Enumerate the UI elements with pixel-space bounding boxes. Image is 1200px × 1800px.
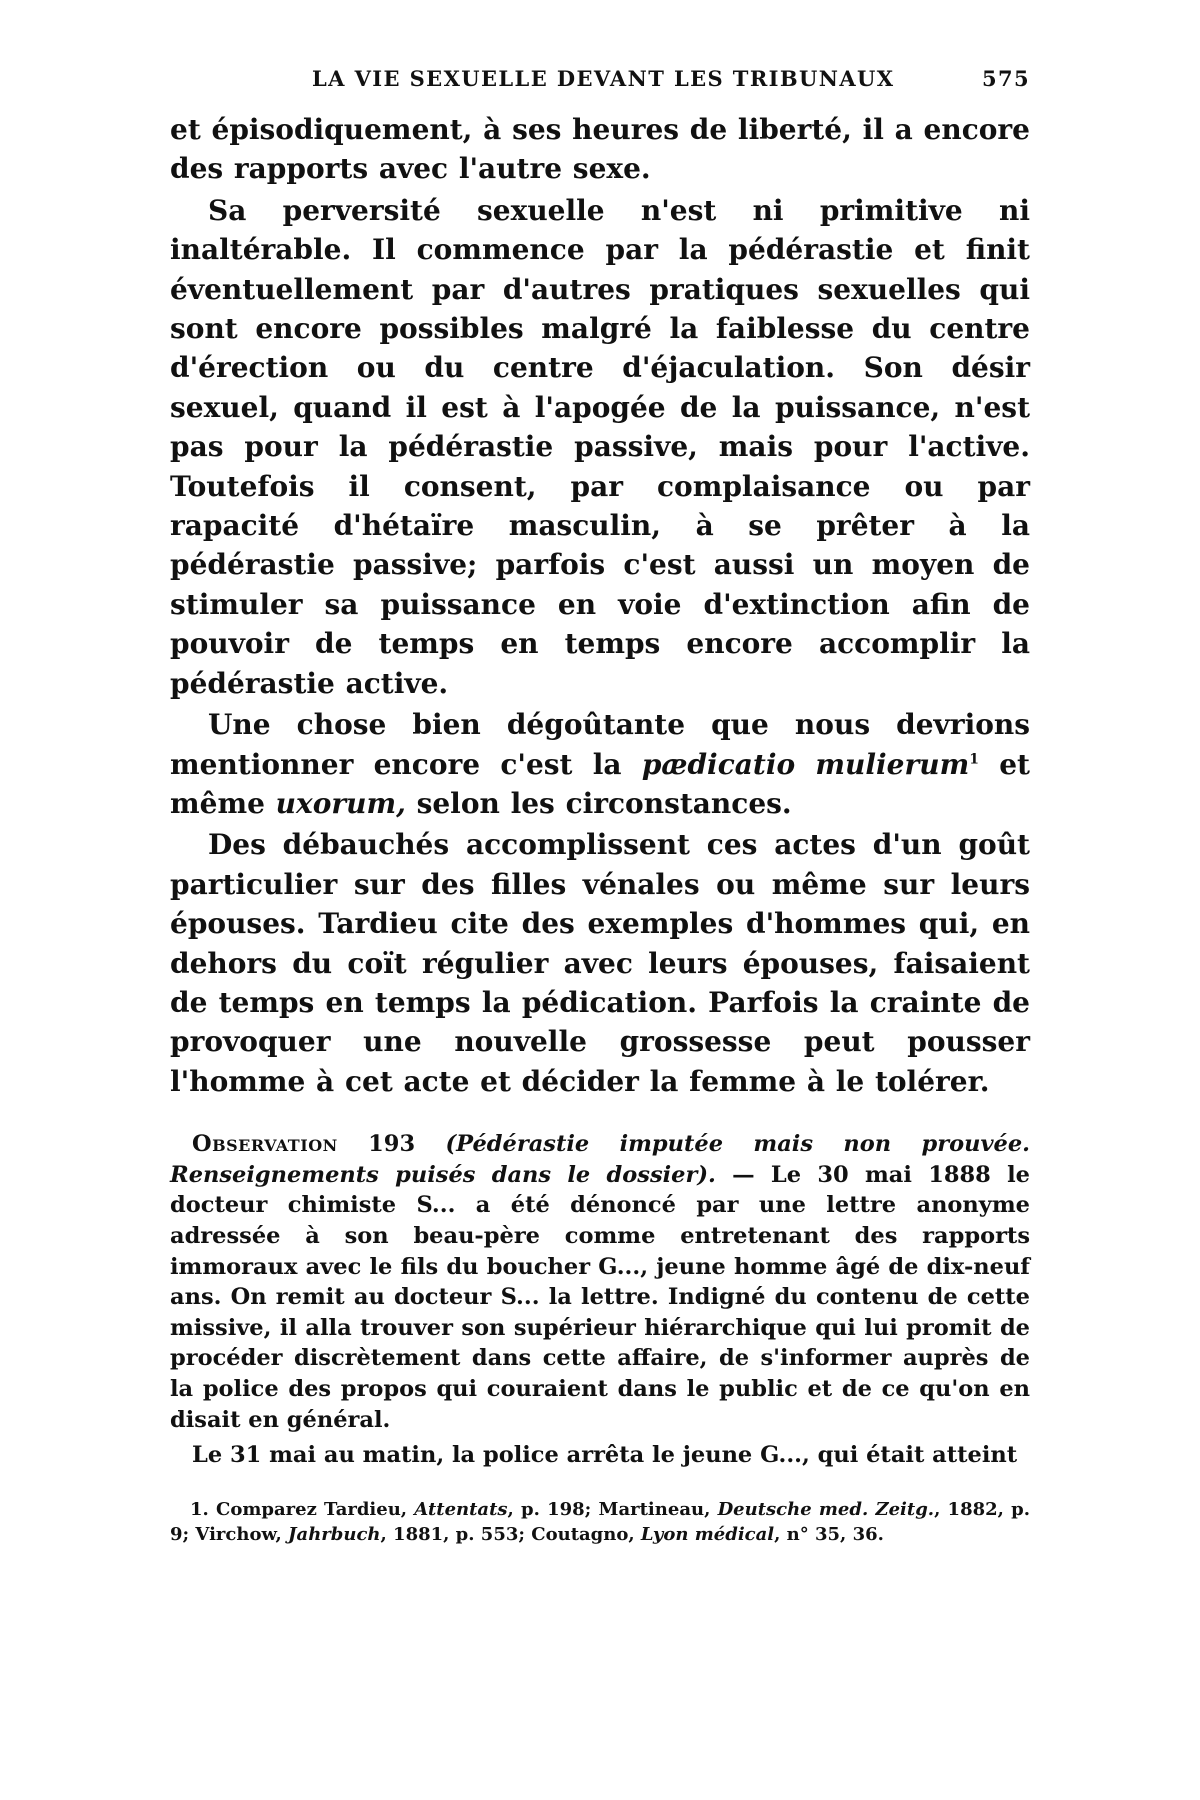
running-head — [170, 66, 1030, 110]
paragraph-text: et même — [170, 747, 1030, 820]
paragraph-continuation: et épisodiquement, à ses heures de liberté, il a encore des rapports avec l'autre sexe. — [170, 113, 1030, 186]
observation-paragraph — [170, 1129, 1030, 1435]
paragraph-text: Une chose bien dégoûtante que nous devrions mentionner encore c'est la — [170, 708, 1030, 781]
main-text — [170, 110, 1030, 1101]
observation-block — [170, 1129, 1030, 1471]
work-title: Jahrbuch — [288, 1523, 381, 1545]
footnote-text: , n° 35, 36. — [774, 1523, 884, 1545]
work-title: Deutsche med. Zeitg. — [717, 1498, 935, 1520]
paragraph-debauches: Des débauchés accomplissent ces actes d'un goût particulier sur des filles vénales ou même sur leurs épouses. Tardieu cite des exemples d'hommes qui, en dehors du coït régulier avec leurs épouses, faisaient de temps en temps la pédication. Parfois la crainte de provoquer une nouvelle grossesse peut pousser l'homme à cet acte et décider la femme à le tolérer. — [170, 828, 1030, 1098]
footnote-text: , p. 198; Martineau, — [507, 1498, 718, 1520]
page-number: 575 — [981, 66, 1030, 91]
paragraph-text: selon les circonstances. — [405, 786, 792, 820]
work-title: Attentats — [414, 1498, 508, 1520]
footnote-reference: 1 — [969, 751, 979, 768]
observation-title: (Pédérastie imputée mais non prouvée. Renseignements puisés dans le dossier). — [170, 1131, 1030, 1188]
latin-phrase: pædicatio mulierum — [641, 747, 970, 781]
observation-continuation: Le 31 mai au matin, la police arrêta le jeune G..., qui était atteint — [192, 1442, 1018, 1469]
footnote — [170, 1497, 1030, 1547]
footnote-marker: 1. — [190, 1498, 209, 1520]
work-title: Lyon médical — [640, 1523, 775, 1545]
latin-phrase: uxorum, — [275, 786, 406, 820]
running-title: LA VIE SEXUELLE DEVANT LES TRIBUNAUX — [312, 66, 895, 91]
paragraph-perversity: Sa perversité sexuelle n'est ni primitive ni inaltérable. Il commence par la pédérastie et finit éventuellement par d'autres pratiques sexuelles qui sont encore possibles malgré la faiblesse du centre d'érection ou du centre d'éjaculation. Son désir sexuel, quand il est à l'apogée de la puissance, n'est pas pour la pédérastie passive, mais pour l'active. Toutefois il consent, par complaisance ou par rapacité d'hétaïre masculin, à se prêter à la pédérastie passive; parfois c'est aussi un moyen de stimuler sa puissance en voie d'extinction afin de pouvoir de temps en temps encore accomplir la pédérastie active. — [170, 193, 1030, 700]
observation-text: — Le 30 mai 1888 le docteur chimiste S... a été dénoncé par une lettre anonyme adressée à son beau-père comme entretenant des rapports immoraux avec le fils du boucher G..., jeune homme âgé de dix-neuf ans. On remit au docteur S... la lettre. Indigné du contenu de cette missive, il alla trouver son supérieur hiérarchique qui lui promit de procéder discrètement dans cette affaire, de s'informer auprès de la police des propos qui couraient dans le public et de ce qu'on en disait en général. — [170, 1161, 1030, 1433]
footnote-text: , 1881, p. 553; Coutagno, — [380, 1523, 641, 1545]
book-page — [170, 66, 1030, 1766]
footnote-text: Comparez Tardieu, — [208, 1498, 415, 1520]
footnote-text: , 1882, p. 9; Virchow, — [170, 1498, 1030, 1545]
observation-number: 193 — [368, 1131, 416, 1158]
paragraph-paedicatio — [170, 705, 1030, 823]
observation-label: Observation — [192, 1131, 338, 1158]
